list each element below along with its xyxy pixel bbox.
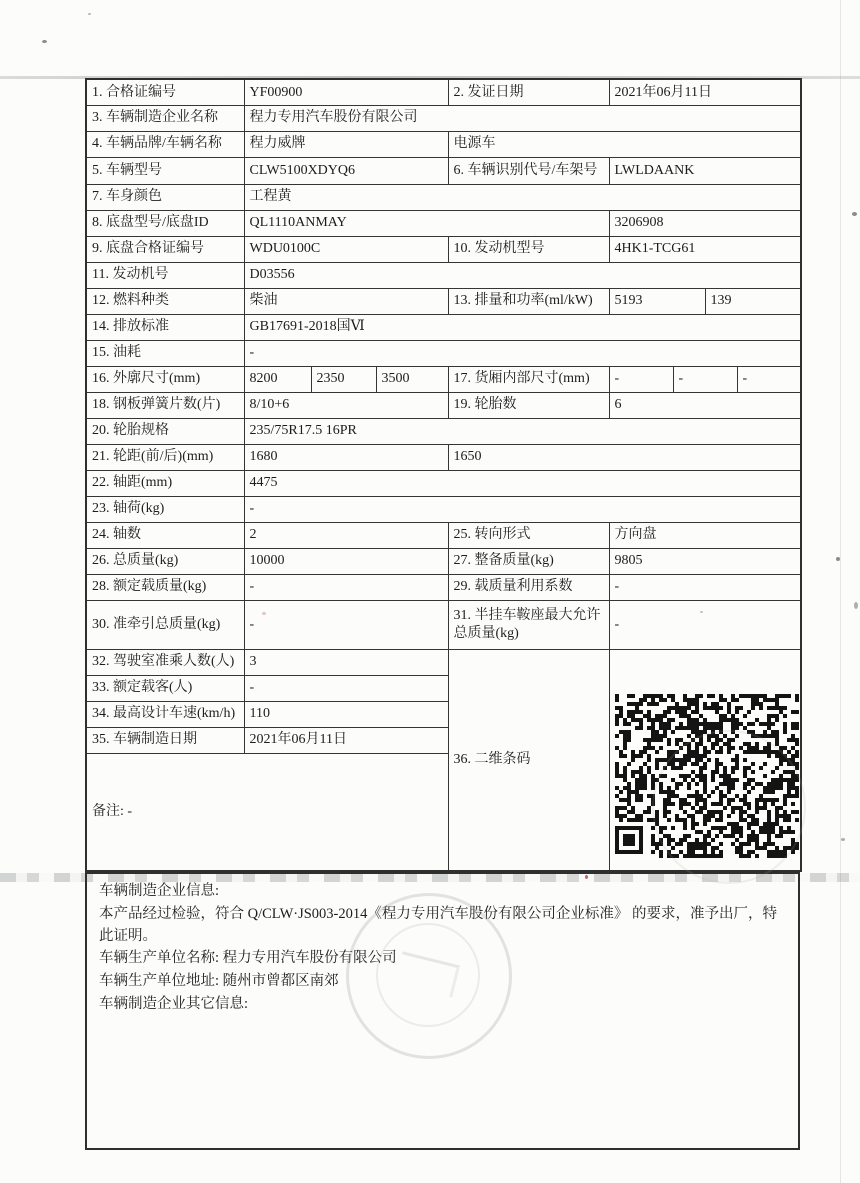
field-32-label: 32. 驾驶室准乘人数(人) bbox=[86, 649, 244, 675]
field-19-value: 6 bbox=[609, 392, 801, 418]
field-1-label: 1. 合格证编号 bbox=[86, 79, 244, 105]
table-row bbox=[86, 444, 801, 470]
scan-speck bbox=[88, 13, 91, 15]
field-14-value: GB17691-2018国Ⅵ bbox=[244, 314, 801, 340]
table-row bbox=[86, 522, 801, 548]
table-row bbox=[86, 496, 801, 522]
field-35-value: 2021年06月11日 bbox=[244, 727, 448, 753]
manufacturer-info-title: 车辆制造企业信息: bbox=[99, 883, 220, 899]
field-25-label: 25. 转向形式 bbox=[448, 522, 609, 548]
field-12-value: 柴油 bbox=[244, 288, 448, 314]
field-13-value-displacement: 5193 bbox=[609, 288, 705, 314]
table-row bbox=[86, 105, 801, 131]
field-21-value-rear: 1650 bbox=[448, 444, 801, 470]
field-21-value-front: 1680 bbox=[244, 444, 448, 470]
field-2-label: 2. 发证日期 bbox=[448, 79, 609, 105]
field-16-value-height: 3500 bbox=[376, 366, 448, 392]
field-13-label: 13. 排量和功率(ml/kW) bbox=[448, 288, 609, 314]
producer-name-line: 车辆生产单位名称: 程力专用汽车股份有限公司 bbox=[99, 950, 397, 967]
field-32-value: 3 bbox=[244, 649, 448, 675]
table-row bbox=[86, 314, 801, 340]
table-row bbox=[86, 79, 801, 105]
producer-address-line: 车辆生产单位地址: 随州市曾都区南郊 bbox=[99, 973, 339, 989]
field-24-label: 24. 轴数 bbox=[86, 522, 244, 548]
table-row bbox=[86, 418, 801, 444]
table-row bbox=[86, 548, 801, 574]
field-11-label: 11. 发动机号 bbox=[86, 262, 244, 288]
field-18-value: 8/10+6 bbox=[244, 392, 448, 418]
field-31-value: - bbox=[609, 600, 801, 649]
table-row bbox=[86, 600, 801, 649]
qr-code bbox=[615, 694, 799, 858]
field-20-label: 20. 轮胎规格 bbox=[86, 418, 244, 444]
field-35-label: 35. 车辆制造日期 bbox=[86, 727, 244, 753]
remark-cell: 备注: - bbox=[86, 753, 448, 871]
field-19-label: 19. 轮胎数 bbox=[448, 392, 609, 418]
field-22-label: 22. 轴距(mm) bbox=[86, 470, 244, 496]
field-20-value: 235/75R17.5 16PR bbox=[244, 418, 801, 444]
field-23-value: - bbox=[244, 496, 801, 522]
field-8-value-model: QL1110ANMAY bbox=[244, 210, 609, 236]
field-36-label: 36. 二维条码 bbox=[448, 649, 609, 871]
field-12-label: 12. 燃料种类 bbox=[86, 288, 244, 314]
inspection-statement: 本产品经过检验，符合 Q/CLW·JS003-2014《程力专用汽车股份有限公司企业标准》 的要求，准予出厂，特此证明。 bbox=[99, 905, 777, 944]
field-15-value: - bbox=[244, 340, 801, 366]
field-8-label: 8. 底盘型号/底盘ID bbox=[86, 210, 244, 236]
field-34-value: 110 bbox=[244, 701, 448, 727]
field-3-value: 程力专用汽车股份有限公司 bbox=[244, 105, 801, 131]
field-5-value: CLW5100XDYQ6 bbox=[244, 157, 448, 184]
field-29-value: - bbox=[609, 574, 801, 600]
table-row bbox=[86, 288, 801, 314]
scan-speck bbox=[836, 557, 840, 561]
field-9-value: WDU0100C bbox=[244, 236, 448, 262]
table-row bbox=[86, 470, 801, 496]
field-24-value: 2 bbox=[244, 522, 448, 548]
table-row bbox=[86, 262, 801, 288]
field-27-value: 9805 bbox=[609, 548, 801, 574]
field-30-value: - bbox=[244, 600, 448, 649]
field-30-label: 30. 准牵引总质量(kg) bbox=[86, 600, 244, 649]
field-33-label: 33. 额定载客(人) bbox=[86, 675, 244, 701]
field-16-value-width: 2350 bbox=[311, 366, 376, 392]
table-row bbox=[86, 340, 801, 366]
table-row bbox=[86, 131, 801, 157]
field-6-label: 6. 车辆识别代号/车架号 bbox=[448, 157, 609, 184]
field-27-label: 27. 整备质量(kg) bbox=[448, 548, 609, 574]
qr-code-cell bbox=[609, 649, 801, 871]
field-17-value-length: - bbox=[609, 366, 673, 392]
scan-speck bbox=[841, 838, 845, 841]
field-7-label: 7. 车身颜色 bbox=[86, 184, 244, 210]
field-17-label: 17. 货厢内部尺寸(mm) bbox=[448, 366, 609, 392]
field-29-label: 29. 载质量利用系数 bbox=[448, 574, 609, 600]
certificate-table bbox=[85, 78, 802, 872]
field-4-value-brand: 程力威牌 bbox=[244, 131, 448, 157]
field-3-label: 3. 车辆制造企业名称 bbox=[86, 105, 244, 131]
field-16-value-length: 8200 bbox=[244, 366, 311, 392]
field-26-label: 26. 总质量(kg) bbox=[86, 548, 244, 574]
table-row bbox=[86, 157, 801, 184]
field-10-label: 10. 发动机型号 bbox=[448, 236, 609, 262]
field-9-label: 9. 底盘合格证编号 bbox=[86, 236, 244, 262]
scan-speck bbox=[700, 611, 703, 613]
field-34-label: 34. 最高设计车速(km/h) bbox=[86, 701, 244, 727]
field-33-value: - bbox=[244, 675, 448, 701]
table-row bbox=[86, 649, 801, 675]
field-31-label: 31. 半挂车鞍座最大允许总质量(kg) bbox=[448, 600, 609, 649]
field-5-label: 5. 车辆型号 bbox=[86, 157, 244, 184]
field-4-value-name: 电源车 bbox=[448, 131, 801, 157]
field-22-value: 4475 bbox=[244, 470, 801, 496]
table-row bbox=[86, 210, 801, 236]
field-23-label: 23. 轴荷(kg) bbox=[86, 496, 244, 522]
table-row bbox=[86, 392, 801, 418]
field-25-value: 方向盘 bbox=[609, 522, 801, 548]
field-8-value-id: 3206908 bbox=[609, 210, 801, 236]
table-row bbox=[86, 236, 801, 262]
field-11-value: D03556 bbox=[244, 262, 801, 288]
scan-edge-line bbox=[840, 0, 841, 1183]
scan-speck bbox=[42, 40, 47, 43]
field-17-value-width: - bbox=[673, 366, 737, 392]
field-14-label: 14. 排放标准 bbox=[86, 314, 244, 340]
field-21-label: 21. 轮距(前/后)(mm) bbox=[86, 444, 244, 470]
other-info-line: 车辆制造企业其它信息: bbox=[99, 995, 249, 1012]
table-row bbox=[86, 366, 801, 392]
field-28-value: - bbox=[244, 574, 448, 600]
field-1-value: YF00900 bbox=[244, 79, 448, 105]
field-17-value-height: - bbox=[737, 366, 801, 392]
scan-speck bbox=[852, 212, 857, 216]
table-row bbox=[86, 574, 801, 600]
scan-speck bbox=[262, 612, 266, 615]
table-row bbox=[86, 184, 801, 210]
manufacturer-info-box bbox=[85, 872, 800, 1150]
field-4-label: 4. 车辆品牌/车辆名称 bbox=[86, 131, 244, 157]
field-13-value-power: 139 bbox=[705, 288, 801, 314]
field-28-label: 28. 额定载质量(kg) bbox=[86, 574, 244, 600]
field-26-value: 10000 bbox=[244, 548, 448, 574]
field-2-value: 2021年06月11日 bbox=[609, 79, 801, 105]
field-6-value: LWLDAANK bbox=[609, 157, 801, 184]
field-10-value: 4HK1-TCG61 bbox=[609, 236, 801, 262]
field-18-label: 18. 钢板弹簧片数(片) bbox=[86, 392, 244, 418]
field-16-label: 16. 外廓尺寸(mm) bbox=[86, 366, 244, 392]
scan-speck bbox=[854, 602, 858, 609]
field-15-label: 15. 油耗 bbox=[86, 340, 244, 366]
scan-speck bbox=[585, 875, 588, 879]
field-7-value: 工程黄 bbox=[244, 184, 801, 210]
